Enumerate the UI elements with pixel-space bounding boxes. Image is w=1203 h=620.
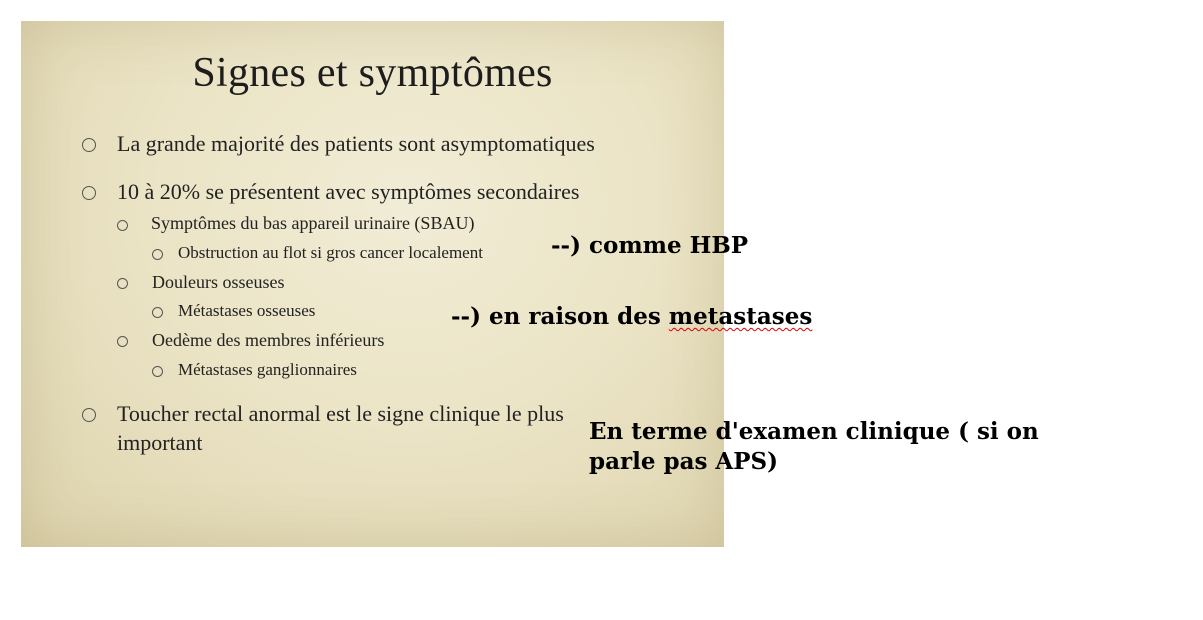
bullet-secondary-symptoms: 10 à 20% se présentent avec symptômes secondaires: [117, 179, 580, 204]
sub-bullet-sbau: Symptômes du bas appareil urinaire (SBAU): [151, 213, 475, 233]
subsub-bullet-ring-icon: [152, 249, 163, 260]
bullet-ring-icon: [82, 186, 96, 200]
annotation-hbp: --) comme HBP: [551, 232, 749, 259]
subsub-bullet-lymph-metastases: Métastases ganglionnaires: [178, 360, 357, 379]
sub-bullet-ring-icon: [117, 336, 128, 347]
sub-bullet-ring-icon: [117, 220, 128, 231]
annotation-metastases-word: metastases: [668, 303, 813, 330]
subsub-bullet-obstruction: Obstruction au flot si gros cancer localement: [178, 243, 483, 262]
bullet-rectal-exam-line2: important: [117, 430, 203, 455]
sub-bullet-ring-icon: [117, 278, 128, 289]
sub-bullet-edema: Oedème des membres inférieurs: [152, 330, 385, 350]
annotation-clinical-exam-line1: En terme d'examen clinique ( si on: [589, 418, 1039, 445]
annotation-metastases-prefix: --) en raison des: [451, 303, 669, 330]
bullet-ring-icon: [82, 138, 96, 152]
subsub-bullet-ring-icon: [152, 366, 163, 377]
subsub-bullet-bone-metastases: Métastases osseuses: [178, 301, 316, 320]
bullet-rectal-exam-line1: Toucher rectal anormal est le signe clinique le plus: [117, 401, 564, 426]
sub-bullet-bone-pain: Douleurs osseuses: [152, 272, 285, 292]
bullet-ring-icon: [82, 408, 96, 422]
annotation-clinical-exam-line2: parle pas APS): [589, 448, 779, 475]
annotation-metastases: [451, 302, 812, 332]
annotation-clinical-exam: [589, 417, 1039, 477]
bullet-asymptomatic: La grande majorité des patients sont asymptomatiques: [117, 131, 595, 156]
slide-title: Signes et symptômes: [192, 50, 553, 96]
subsub-bullet-ring-icon: [152, 307, 163, 318]
